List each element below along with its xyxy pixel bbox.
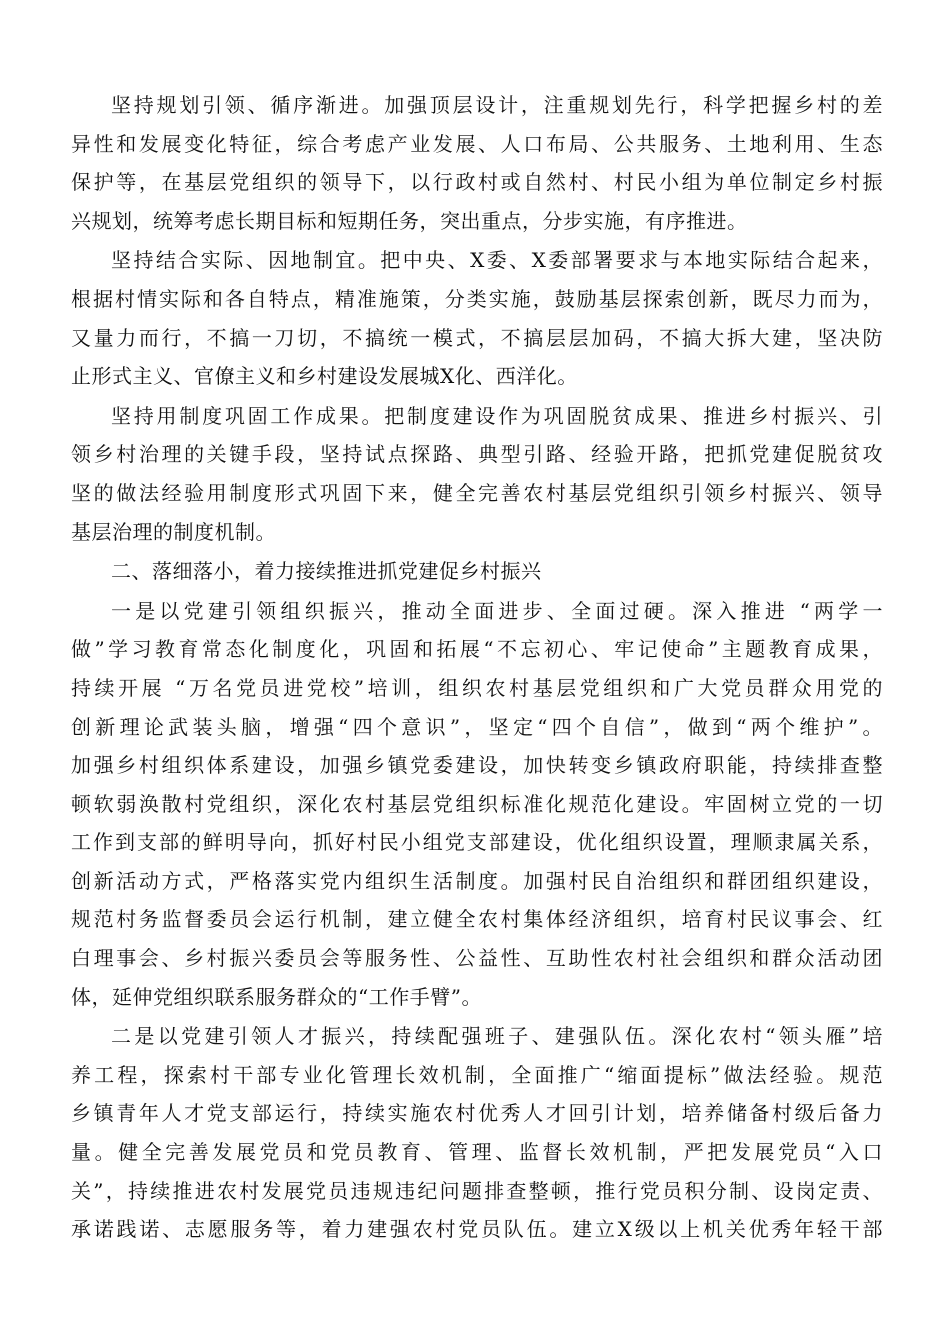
text-line: 创新活动方式，严格落实党内组织生活制度。加强村民自治组织和群团组织建设， — [71, 868, 883, 893]
text-line: 关”，持续推进农村发展党员违规违纪问题排查整顿，推行党员积分制、设岗定责、 — [71, 1178, 883, 1203]
text-line: 量。健全完善发展党员和党员教育、管理、监督长效机制，严把发展党员“入口 — [71, 1140, 883, 1165]
text-line: 持续开展 “万名党员进党校”培训，组织农村基层党组织和广大党员群众用党的 — [71, 675, 883, 700]
paragraph-institutions — [71, 397, 883, 551]
text-line: 又量力而行，不搞一刀切，不搞统一模式，不搞层层加码，不搞大拆大建，坚决防 — [71, 325, 883, 350]
text-line: 坚的做法经验用制度形式巩固下来，健全完善农村基层党组织引领乡村振兴、领导 — [71, 480, 883, 505]
paragraph-planning — [71, 86, 883, 240]
section-heading — [71, 552, 883, 591]
text-line: 止形式主义、官僚主义和乡村建设发展城X化、西洋化。 — [71, 364, 578, 389]
text-line: 保护等，在基层党组织的领导下，以行政村或自然村、村民小组为单位制定乡村振 — [71, 170, 883, 195]
text-line: 体，延伸党组织联系服务群众的“工作手臂”。 — [71, 984, 482, 1009]
text-line: 白理事会、乡村振兴委员会等服务性、公益性、互助性农村社会组织和群众活动团 — [71, 946, 883, 971]
text-line: 根据村情实际和各自特点，精准施策，分类实施，鼓励基层探索创新，既尽力而为， — [71, 286, 883, 311]
text-line: 兴规划，统筹考虑长期目标和短期任务，突出重点，分步实施，有序推进。 — [71, 208, 748, 233]
text-line: 养工程，探索村干部专业化管理长效机制，全面推广“缩面提标”做法经验。规范 — [71, 1062, 883, 1087]
text-line: 一是以党建引领组织振兴，推动全面进步、全面过硬。深入推进 “两学一 — [111, 598, 883, 623]
paragraph-organization-revitalization — [71, 592, 883, 1017]
text-line: 创新理论武装头脑，增强“四个意识”，坚定“四个自信”，做到“两个维护”。 — [71, 714, 883, 739]
text-line: 顿软弱涣散村党组织，深化农村基层党组织标准化规范化建设。牢固树立党的一切 — [71, 791, 883, 816]
text-line: 坚持用制度巩固工作成果。把制度建设作为巩固脱贫成果、推进乡村振兴、引 — [111, 403, 883, 428]
text-line: 领乡村治理的关键手段，坚持试点探路、典型引路、经验开路，把抓党建促脱贫攻 — [71, 442, 883, 467]
text-line: 工作到支部的鲜明导向，抓好村民小组党支部建设，优化组织设置，理顺隶属关系， — [71, 830, 883, 855]
document-page — [71, 86, 883, 1250]
text-line: 做”学习教育常态化制度化，巩固和拓展“不忘初心、牢记使命”主题教育成果， — [71, 637, 883, 662]
text-line: 规范村务监督委员会运行机制，建立健全农村集体经济组织，培育村民议事会、红 — [71, 907, 883, 932]
text-line: 基层治理的制度机制。 — [71, 519, 276, 544]
paragraph-local-conditions — [71, 241, 883, 395]
text-line: 坚持规划引领、循序渐进。加强顶层设计，注重规划先行，科学把握乡村的差 — [111, 93, 883, 117]
text-line: 坚持结合实际、因地制宜。把中央、X委、X委部署要求与本地实际结合起来， — [111, 248, 883, 273]
section-heading-text: 二、落细落小，着力接续推进抓党建促乡村振兴 — [111, 559, 542, 584]
text-line: 乡镇青年人才党支部运行，持续实施农村优秀人才回引计划，培养储备村级后备力 — [71, 1101, 883, 1126]
text-line: 二是以党建引领人才振兴，持续配强班子、建强队伍。深化农村“领头雁”培 — [111, 1024, 883, 1049]
text-line: 承诺践诺、志愿服务等，着力建强农村党员队伍。建立X级以上机关优秀年轻干部 — [71, 1217, 883, 1242]
paragraph-talent-revitalization — [71, 1017, 883, 1249]
text-line: 异性和发展变化特征，综合考虑产业发展、人口布局、公共服务、土地利用、生态 — [71, 131, 883, 156]
text-line: 加强乡村组织体系建设，加强乡镇党委建设，加快转变乡镇政府职能，持续排查整 — [71, 753, 883, 778]
